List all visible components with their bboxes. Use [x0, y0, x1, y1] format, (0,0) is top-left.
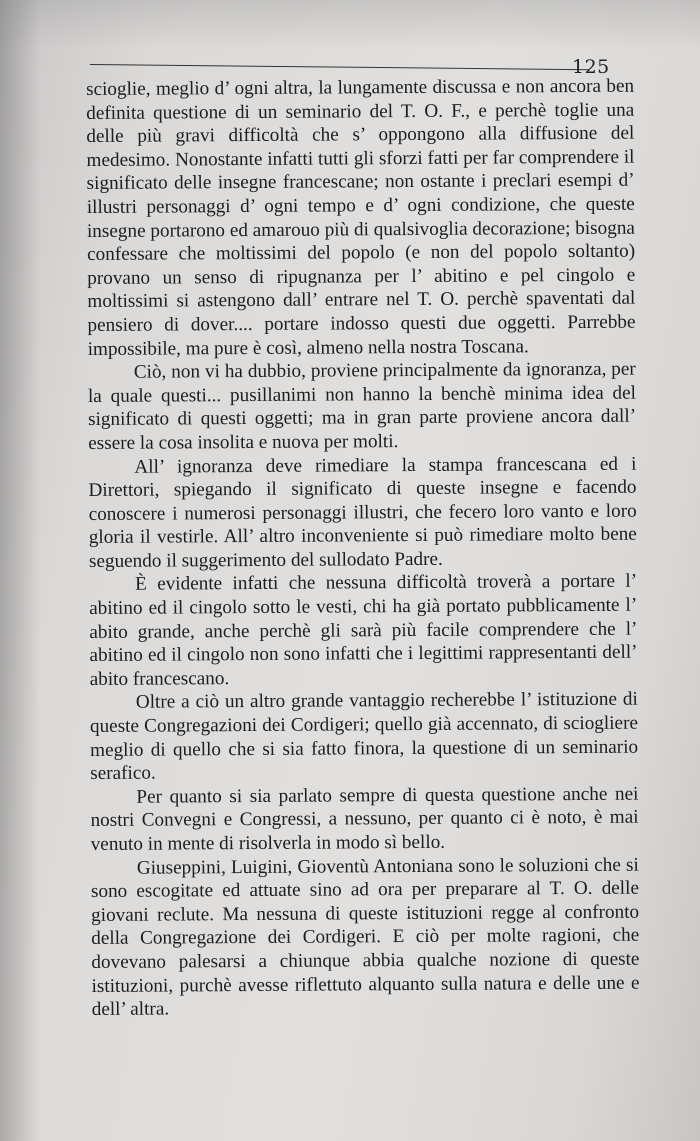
header-rule — [90, 64, 590, 70]
paragraph-6: Per quanto si sia parlato sempre di questa questione anche nei nostri Convegni e Congressi, a nessuno, per quanto ci è noto, è mai venuto in mente di risolverla in modo sì bello. — [90, 783, 639, 855]
paragraph-5: Oltre a ciò un altro grande vantaggio recherebbe l’ istituzione di queste Congregazioni dei Cordigeri; quello già accennato, di sciogliere meglio di quello che si sia fatto finora, la questione di un seminario serafico. — [89, 689, 639, 785]
paragraph-3: All’ ignoranza deve rimediare la stampa francescana ed i Direttori, spiegando il significato di queste insegne e facendo conoscere i numerosi personaggi illustri, che fecero loro vanto e loro gloria il vestirle. All’ altro inconveniente si può rimediare molto bene seguendo il suggerimento del sullodato Padre. — [88, 453, 637, 572]
paragraph-4: È evidente infatti che nessuna difficoltà troverà a portare l’ abitino ed il cingolo sotto le vesti, chi ha già portato pubblicamente l’ abito grande, anche perchè gli sarà più facile comprendere che l’ abitino ed il cingolo non sono infatti che i legittimi rappresentanti dell’ abito francescano. — [89, 571, 638, 690]
paragraph-2: Ciò, non vi ha dubbio, proviene principalmente da ignoranza, per la quale questi... pusillanimi non hanno la benchè minima idea del significato di questi oggetti; ma in gran parte proviene ancora dall’ essere la cosa insolita e nuova per molti. — [87, 358, 637, 454]
body-text — [86, 75, 640, 1022]
page-gutter-shadow — [0, 0, 40, 1141]
page-number: 125 — [572, 56, 610, 78]
paragraph-7: Giuseppini, Luigini, Gioventù Antoniana sono le soluzioni che si sono escogitate ed attuate sino ad ora per preparare al T. O. delle giovani reclute. Ma nessuna di queste istituzioni regge al confronto della Congregazione dei Cordigeri. E ciò per molte ragioni, che dovevano palesarsi a chiunque abbia qualche nozione di queste istituzioni, purchè avesse riflettuto alquanto sulla natura e delle une e dell’ altra. — [90, 854, 640, 1021]
page-top-shadow — [0, 0, 700, 50]
paragraph-1: sciogliе, meglio d’ ogni altra, la lungamente discussa e non ancora ben definita questione di un seminario del T. O. F., e perchè toglie una delle più gravi difficoltà che s’ oppongono alla diffusione del medesimo. Nonostante infatti tutti gli sforzi fatti per far comprendere il significato delle insegne francescane; non ostante i preclari esempi d’ illustri personaggi d’ ogni tempo e d’ ogni condizione, che queste insegne portarono ed amarouo più di qualsivoglia decorazione; bisogna confessare che moltissimi del popolo (e non del popolo soltanto) provano un senso di ripugnanza per l’ abitino e pel cingolo e moltissimi si astengono dall’ entrare nel T. O. perchè spaventati dal pensiero di dover.... portare indosso questi due oggetti. Parrebbe impossibile, ma pure è così, almeno nella nostra Toscana. — [86, 75, 636, 360]
